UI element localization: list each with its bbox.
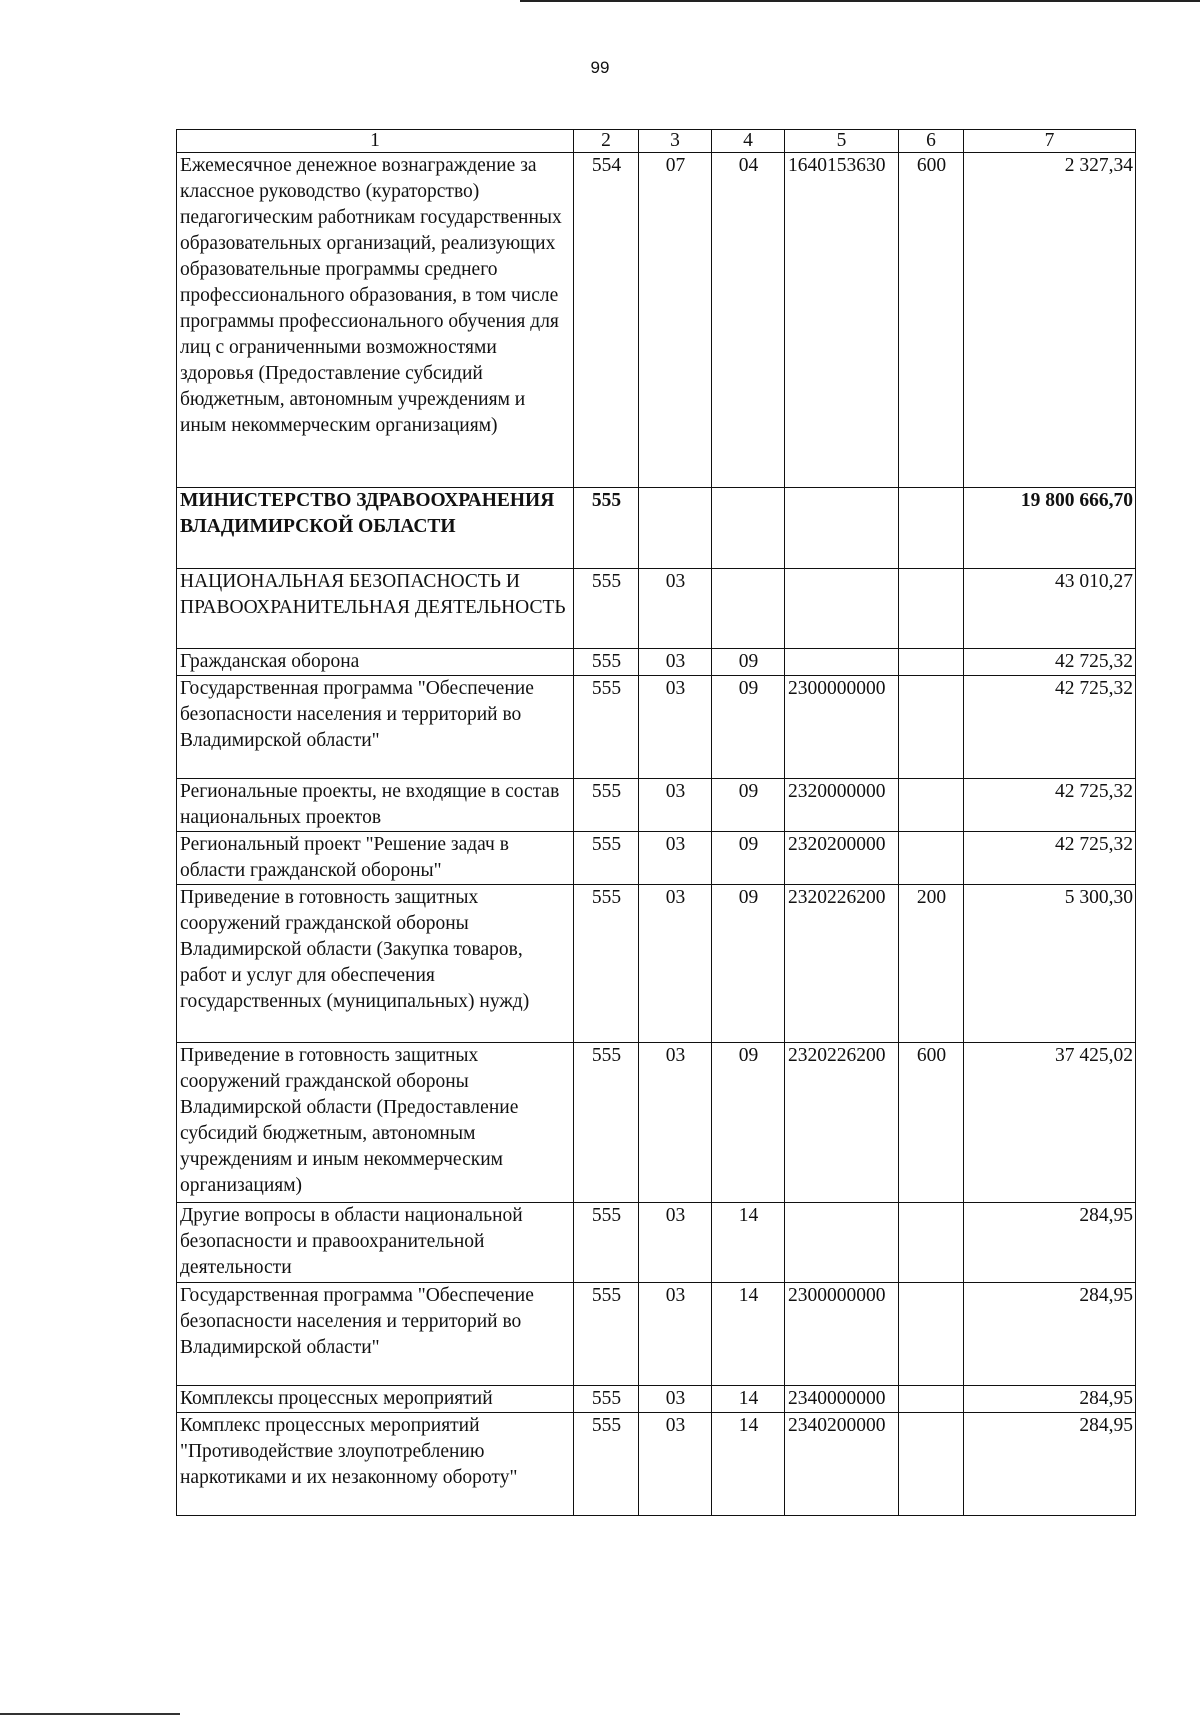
section-cell: 07: [639, 153, 712, 488]
row-name-cell: НАЦИОНАЛЬНАЯ БЕЗОПАСНОСТЬ И ПРАВООХРАНИТЕЛЬНАЯ ДЕЯТЕЛЬНОСТЬ: [177, 569, 574, 649]
table-row: [177, 1043, 1136, 1203]
row-name-cell: Гражданская оборона: [177, 649, 574, 676]
target-article-cell: 2320200000: [785, 832, 899, 885]
expense-type-cell: 600: [899, 153, 964, 488]
row-name-cell: Ежемесячное денежное вознаграждение за классное руководство (кураторство) педагогическим работникам государственных образовательных организаций, реализующих образовательные программы среднего профессионального образования, в том числе программы профессионального обучения для лиц с ограниченными возможностями здоровья (Предоставление субсидий бюджетным, автономным учреждениям и иным некоммерческим организациям): [177, 153, 574, 488]
row-name-cell: МИНИСТЕРСТВО ЗДРАВООХРАНЕНИЯ ВЛАДИМИРСКОЙ ОБЛАСТИ: [177, 488, 574, 569]
section-cell: 03: [639, 1283, 712, 1386]
subsection-cell: 09: [712, 1043, 785, 1203]
section-cell: 03: [639, 569, 712, 649]
table-row: [177, 885, 1136, 1043]
target-article-cell: 2340000000: [785, 1386, 899, 1413]
expense-type-cell: [899, 569, 964, 649]
row-name-cell: Приведение в готовность защитных сооружений гражданской обороны Владимирской области (Предоставление субсидий бюджетным, автономным учреждениям и иным некоммерческим организациям): [177, 1043, 574, 1203]
table-row: [177, 1203, 1136, 1283]
table-row: [177, 153, 1136, 488]
target-article-cell: 1640153630: [785, 153, 899, 488]
amount-cell: 284,95: [964, 1413, 1136, 1516]
amount-cell: 5 300,30: [964, 885, 1136, 1043]
table-row: [177, 832, 1136, 885]
amount-cell: 284,95: [964, 1386, 1136, 1413]
section-cell: 03: [639, 1203, 712, 1283]
subsection-cell: [712, 569, 785, 649]
table-row: [177, 488, 1136, 569]
expense-type-cell: [899, 832, 964, 885]
ministry-code-cell: 555: [574, 1386, 639, 1413]
expense-type-cell: [899, 1203, 964, 1283]
header-cell: 7: [964, 130, 1136, 153]
row-name-cell: Государственная программа "Обеспечение безопасности населения и территорий во Владимирской области": [177, 676, 574, 779]
amount-cell: 37 425,02: [964, 1043, 1136, 1203]
subsection-cell: 14: [712, 1283, 785, 1386]
table-row: [177, 1386, 1136, 1413]
subsection-cell: 09: [712, 832, 785, 885]
ministry-code-cell: 555: [574, 1283, 639, 1386]
amount-cell: 284,95: [964, 1203, 1136, 1283]
section-cell: 03: [639, 676, 712, 779]
target-article-cell: [785, 649, 899, 676]
subsection-cell: 14: [712, 1203, 785, 1283]
target-article-cell: 2320226200: [785, 885, 899, 1043]
table-row: [177, 1283, 1136, 1386]
table-row: [177, 649, 1136, 676]
expense-type-cell: [899, 676, 964, 779]
amount-cell: 42 725,32: [964, 649, 1136, 676]
expense-type-cell: 600: [899, 1043, 964, 1203]
section-cell: [639, 488, 712, 569]
table-row: [177, 1413, 1136, 1516]
subsection-cell: 14: [712, 1413, 785, 1516]
amount-cell: 42 725,32: [964, 779, 1136, 832]
section-cell: 03: [639, 1043, 712, 1203]
row-name-cell: Другие вопросы в области национальной безопасности и правоохранительной деятельности: [177, 1203, 574, 1283]
target-article-cell: 2300000000: [785, 676, 899, 779]
row-name-cell: Региональный проект "Решение задач в области гражданской обороны": [177, 832, 574, 885]
header-cell: 5: [785, 130, 899, 153]
subsection-cell: 09: [712, 649, 785, 676]
expense-type-cell: [899, 1413, 964, 1516]
section-cell: 03: [639, 649, 712, 676]
section-cell: 03: [639, 832, 712, 885]
subsection-cell: 09: [712, 779, 785, 832]
top-edge-line: [520, 0, 1200, 2]
row-name-cell: Комплексы процессных мероприятий: [177, 1386, 574, 1413]
table-header-row: [177, 130, 1136, 153]
bottom-edge-line: [0, 1713, 180, 1715]
expense-type-cell: [899, 1283, 964, 1386]
section-cell: 03: [639, 779, 712, 832]
amount-cell: 19 800 666,70: [964, 488, 1136, 569]
header-cell: 1: [177, 130, 574, 153]
header-cell: 2: [574, 130, 639, 153]
subsection-cell: 14: [712, 1386, 785, 1413]
section-cell: 03: [639, 885, 712, 1043]
table-row: [177, 569, 1136, 649]
section-cell: 03: [639, 1386, 712, 1413]
header-cell: 6: [899, 130, 964, 153]
expense-type-cell: [899, 1386, 964, 1413]
ministry-code-cell: 555: [574, 885, 639, 1043]
ministry-code-cell: 555: [574, 649, 639, 676]
budget-table: [176, 129, 1136, 1516]
expense-type-cell: [899, 649, 964, 676]
table-row: [177, 676, 1136, 779]
target-article-cell: 2320226200: [785, 1043, 899, 1203]
amount-cell: 2 327,34: [964, 153, 1136, 488]
target-article-cell: [785, 569, 899, 649]
target-article-cell: [785, 488, 899, 569]
header-cell: 3: [639, 130, 712, 153]
subsection-cell: 09: [712, 676, 785, 779]
amount-cell: 43 010,27: [964, 569, 1136, 649]
ministry-code-cell: 555: [574, 1043, 639, 1203]
ministry-code-cell: 555: [574, 832, 639, 885]
expense-type-cell: 200: [899, 885, 964, 1043]
row-name-cell: Региональные проекты, не входящие в состав национальных проектов: [177, 779, 574, 832]
ministry-code-cell: 555: [574, 779, 639, 832]
ministry-code-cell: 555: [574, 1203, 639, 1283]
section-cell: 03: [639, 1413, 712, 1516]
page-number: 99: [590, 58, 610, 77]
target-article-cell: [785, 1203, 899, 1283]
amount-cell: 284,95: [964, 1283, 1136, 1386]
table-row: [177, 779, 1136, 832]
ministry-code-cell: 555: [574, 488, 639, 569]
subsection-cell: 09: [712, 885, 785, 1043]
row-name-cell: Приведение в готовность защитных сооружений гражданской обороны Владимирской области (Закупка товаров, работ и услуг для обеспечения государственных (муниципальных) нужд): [177, 885, 574, 1043]
header-cell: 4: [712, 130, 785, 153]
subsection-cell: [712, 488, 785, 569]
expense-type-cell: [899, 779, 964, 832]
subsection-cell: 04: [712, 153, 785, 488]
amount-cell: 42 725,32: [964, 676, 1136, 779]
target-article-cell: 2300000000: [785, 1283, 899, 1386]
row-name-cell: Комплекс процессных мероприятий "Противодействие злоупотреблению наркотиками и их незаконному обороту": [177, 1413, 574, 1516]
ministry-code-cell: 555: [574, 569, 639, 649]
ministry-code-cell: 554: [574, 153, 639, 488]
ministry-code-cell: 555: [574, 1413, 639, 1516]
amount-cell: 42 725,32: [964, 832, 1136, 885]
ministry-code-cell: 555: [574, 676, 639, 779]
target-article-cell: 2320000000: [785, 779, 899, 832]
target-article-cell: 2340200000: [785, 1413, 899, 1516]
row-name-cell: Государственная программа "Обеспечение безопасности населения и территорий во Владимирской области": [177, 1283, 574, 1386]
expense-type-cell: [899, 488, 964, 569]
